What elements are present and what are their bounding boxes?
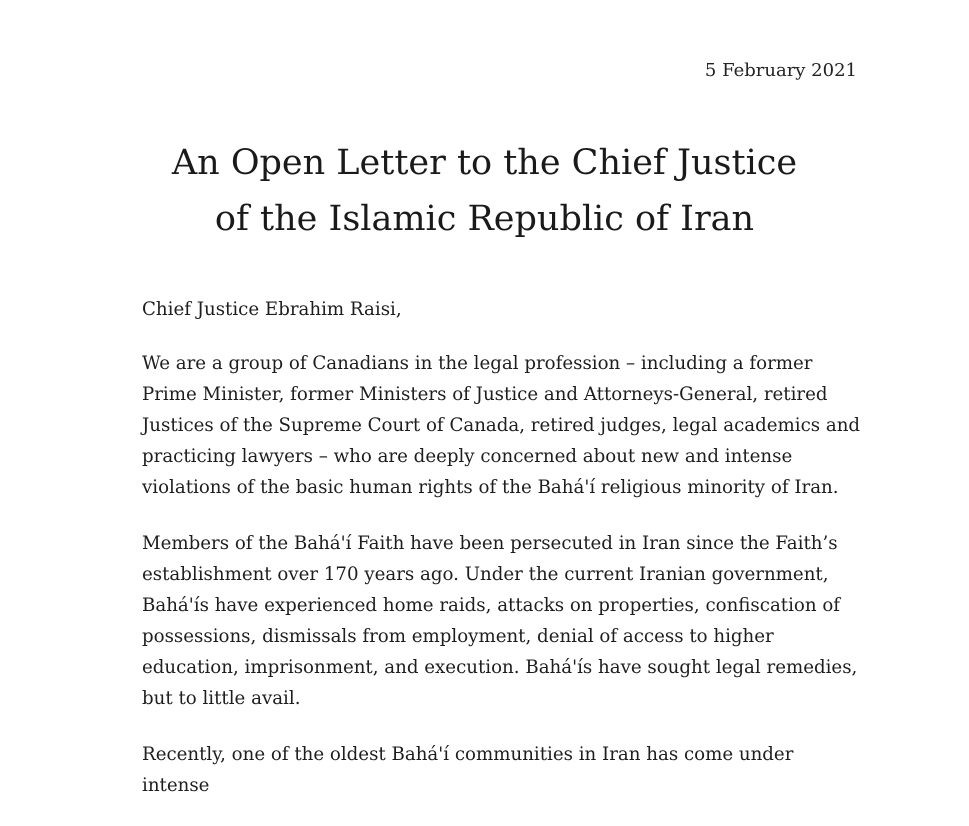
paragraph-persecution: Members of the Bahá'í Faith have been persecuted in Iran since the Faith’s establishment over 170 years ago. Under the current Iranian government, Bahá'ís have experienced home raids, attacks on properties, confiscation of possessions, dismissals from employment, denial of access to higher education, imprisonment, and execution. Bahá'ís have sought legal remedies, but to little avail. bbox=[142, 533, 858, 709]
paragraph-recent: Recently, one of the oldest Bahá'í communities in Iran has come under intense bbox=[142, 744, 794, 796]
letter-title bbox=[0, 135, 969, 247]
letter-date: 5 February 2021 bbox=[704, 60, 857, 81]
letter-body bbox=[142, 294, 862, 826]
paragraph-intro: We are a group of Canadians in the legal profession – including a former Prime Minister, former Ministers of Justice and Attorneys-General, retired Justices of the Supreme Court of Canada, retired judges, legal academics and practicing lawyers – who are deeply concerned about new and intense violations of the basic human rights of the Bahá'í religious minority of Iran. bbox=[142, 353, 861, 498]
salutation: Chief Justice Ebrahim Raisi, bbox=[142, 299, 402, 320]
letter-title-line-1: An Open Letter to the Chief Justice bbox=[171, 143, 798, 183]
letter-title-line-2: of the Islamic Republic of Iran bbox=[214, 199, 755, 239]
